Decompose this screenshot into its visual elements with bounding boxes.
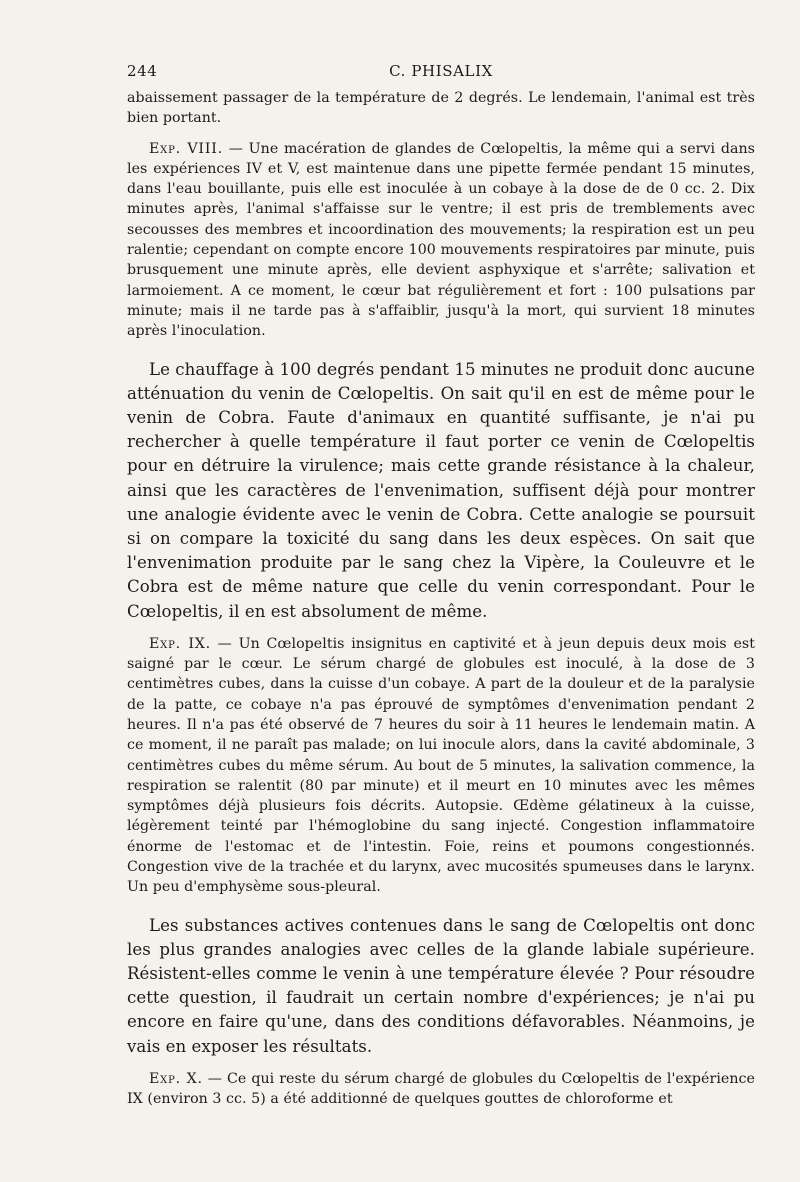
body-paragraph: Les substances actives contenues dans le sang de Cœlopeltis ont donc les plus grandes analogies avec celles de la glande labiale supérieure. Résistent-elles comme le venin à une température élevée ? Pour résoudre cette question, il faudrait un certain nombre d'expériences; je n'ai pu encore en faire qu'une, dans des conditions défavorables. Néanmoins, je vais en exposer les résultats.: [127, 915, 755, 1056]
experiment-x: [127, 1069, 755, 1110]
running-title: C. PHISALIX: [389, 62, 493, 80]
experiment-text: — Un Cœlopeltis insignitus en captivité et à jeun depuis deux mois est saigné par le cœur. Le sérum chargé de globules est inoculé, à la dose de 3 centimètres cubes, dans la cuisse d'un cobaye. A part de la douleur et de la paralysie de la patte, ce cobaye n'a pas éprouvé de symptômes d'envenimation pendant 2 heures. Il n'a pas été observé de 7 heures du soir à 11 heures le lendemain matin. A ce moment, il ne paraît pas malade; on lui inocule alors, dans la cavité abdominale, 3 centimètres cubes du même sérum. Au bout de 5 minutes, la salivation commence, la respiration se ralentit (80 par minute) et il meurt en 10 minutes avec les mêmes symptômes déjà plusieurs fois décrits. Autopsie. Œdème gélatineux à la cuisse, légèrement teinté par l'hémoglobine du sang injecté. Congestion inflammatoire énorme de l'estomac et de l'intestin. Foie, reins et poumons congestionnés. Congestion vive de la trachée et du larynx, avec mucosités spumeuses dans le larynx. Un peu d'emphysème sous-pleural.: [127, 635, 755, 896]
page-number: 244: [127, 62, 158, 80]
experiment-label: Exp. X.: [149, 1070, 203, 1087]
experiment-text: — Une macération de glandes de Cœlopeltis, la même qui a servi dans les expériences IV et V, est maintenue dans une pipette fermée pendant 15 minutes, dans l'eau bouillante, puis elle est inoculée à un cobaye à la dose de de 0 cc. 2. Dix minutes après, l'animal s'affaisse sur le ventre; il est pris de tremblements avec secousses des membres et incoordination des mouvements; la respiration est un peu ralentie; cependant on compte encore 100 mouvements respiratoires par minute, puis brusquement une minute après, elle devient asphyxique et s'arrête; salivation et larmoiement. A ce moment, le cœur bat régulièrement et fort : 100 pulsations par minute; mais il ne tarde pas à s'affaiblir, jusqu'à la mort, qui survient 18 minutes après l'inoculation.: [127, 140, 756, 340]
experiment-viii: [127, 139, 755, 342]
page: [127, 62, 755, 1109]
experiment-label: Exp. IX.: [149, 635, 211, 652]
experiment-label: Exp. VIII.: [149, 140, 223, 157]
experiment-text: — Ce qui reste du sérum chargé de globules du Cœlopeltis de l'expérience IX (environ 3 cc. 5) a été additionné de quelques gouttes de chloroforme et: [127, 1070, 755, 1108]
paragraph-continuation: abaissement passager de la température de 2 degrés. Le lendemain, l'animal est très bien portant.: [127, 90, 755, 127]
experiment-ix: [127, 634, 755, 898]
body-paragraph: Le chauffage à 100 degrés pendant 15 minutes ne produit donc aucune atténuation du venin de Cœlopeltis. On sait qu'il en est de même pour le venin de Cobra. Faute d'animaux en quantité suffisante, je n'ai pu rechercher à quelle température il faut porter ce venin de Cœlopeltis pour en détruire la virulence; mais cette grande résistance à la chaleur, ainsi que les caractères de l'envenimation, suffisent déjà pour montrer une analogie évidente avec le venin de Cobra. Cette analogie se poursuit si on compare la toxicité du sang dans les deux espèces. On sait que l'envenimation produite par le sang chez la Vipère, la Couleuvre et le Cobra est de même nature que celle du venin correspondant. Pour le Cœlopeltis, il en est absolument de même.: [127, 359, 755, 621]
page-header: [127, 62, 755, 88]
